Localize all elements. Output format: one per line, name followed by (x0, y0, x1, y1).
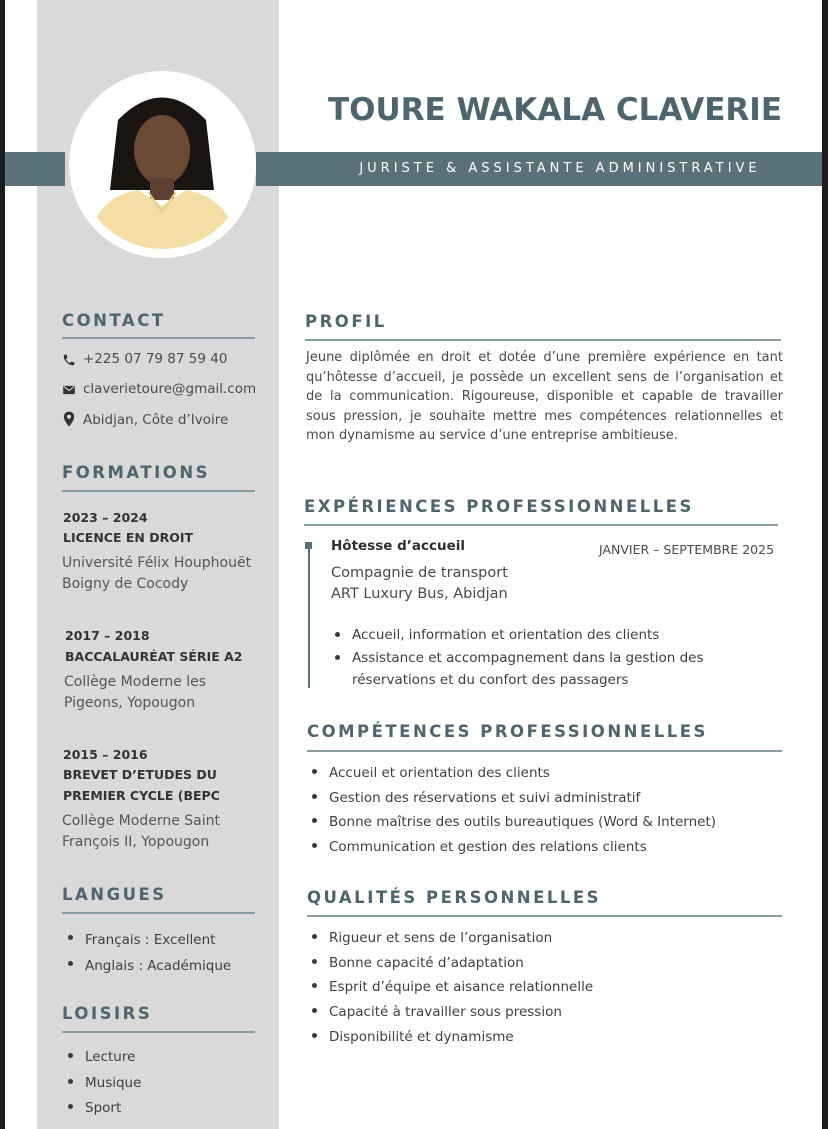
contact-rule (62, 337, 255, 339)
list-item: Communication et gestion des relations clients (307, 835, 716, 860)
qualites-heading: QUALITÉS PERSONNELLES (307, 888, 602, 907)
list-item: Esprit d’équipe et aisance relationnelle (307, 975, 593, 1000)
list-item: Disponibilité et dynamisme (307, 1025, 593, 1050)
page-edge-right (822, 0, 828, 1129)
list-item: Anglais : Académique (63, 953, 231, 979)
list-item: Accueil, information et orientation des clients (330, 624, 704, 647)
formation-years: 2017 – 2018 (65, 628, 150, 643)
formation-years: 2023 – 2024 (63, 510, 148, 525)
contact-phone[interactable]: +225 07 79 87 59 40 (83, 351, 228, 367)
formation-degree: PREMIER CYCLE (BEPC (63, 788, 220, 803)
formation-school: Collège Moderne Saint François II, Yopougon (62, 813, 220, 850)
formation-school: Collège Moderne les Pigeons, Yopougon (64, 674, 207, 711)
list-item: Capacité à travailler sous pression (307, 1000, 593, 1025)
loisirs-heading: LOISIRS (62, 1004, 153, 1023)
timeline-line (308, 548, 310, 688)
experience-role: Hôtesse d’accueil (331, 538, 466, 554)
list-item: Rigueur et sens de l’organisation (307, 926, 593, 951)
qualites-rule (307, 915, 782, 917)
qualites-list (307, 926, 593, 1050)
formation-degree: BACCALAURÉAT SÉRIE A2 (65, 649, 243, 664)
loisirs-list (63, 1045, 141, 1122)
contact-heading: CONTACT (62, 311, 166, 330)
experience-tasks (330, 624, 704, 692)
formations-rule (62, 490, 255, 492)
profile-photo (78, 80, 247, 249)
experience-dates: JANVIER – SEPTEMBRE 2025 (599, 542, 775, 557)
experiences-heading: EXPÉRIENCES PROFESSIONNELLES (304, 497, 694, 516)
list-item: Musique (63, 1071, 141, 1097)
list-item: Lecture (63, 1045, 141, 1071)
experiences-rule (304, 524, 778, 526)
competences-heading: COMPÉTENCES PROFESSIONNELLES (307, 722, 708, 741)
formations-heading: FORMATIONS (62, 463, 211, 482)
contact-email[interactable]: claverietoure@gmail.com (83, 381, 257, 397)
location-pin-icon (62, 411, 76, 425)
list-item: Sport (63, 1096, 141, 1122)
timeline-marker (305, 542, 312, 549)
langues-rule (62, 912, 255, 914)
list-item: Assistance et accompagnement dans la gestion des réservations et du confort des passagers (330, 647, 704, 692)
candidate-title: JURISTE & ASSISTANTE ADMINISTRATIVE (359, 161, 761, 176)
formation-school: Université Félix Houphouët Boigny de Cocody (62, 555, 252, 592)
formation-degree: LICENCE EN DROIT (63, 530, 194, 545)
formation-years: 2015 – 2016 (63, 747, 148, 762)
competences-rule (307, 750, 782, 752)
competences-list (307, 761, 716, 860)
langues-heading: LANGUES (62, 885, 167, 904)
profil-text: Jeune diplômée en droit et dotée d’une première expérience en tant qu’hôtesse d’accueil, je possède un excellent sens de l’organisation et de la communication. Rigoureuse, disponible et capable de travailler sous pression, je souhaite mettre mes compétences relationnelles et mon dynamisme au service d’une entreprise ambitieuse. (306, 350, 783, 444)
list-item: Bonne capacité d’adaptation (307, 951, 593, 976)
envelope-icon (62, 382, 76, 396)
list-item: Gestion des réservations et suivi administratif (307, 786, 716, 811)
experience-company: Compagnie de transport ART Luxury Bus, Abidjan (331, 565, 508, 602)
formation-degree: BREVET D’ETUDES DU (63, 767, 217, 782)
loisirs-rule (62, 1031, 255, 1033)
profil-heading: PROFIL (305, 312, 387, 331)
langues-list (63, 927, 231, 979)
profil-rule (305, 339, 781, 341)
phone-icon (62, 352, 76, 366)
contact-location: Abidjan, Côte d’Ivoire (83, 412, 229, 428)
list-item: Bonne maîtrise des outils bureautiques (Word & Internet) (307, 810, 716, 835)
candidate-name: TOURE WAKALA CLAVERIE (328, 92, 782, 128)
title-band-left (5, 152, 65, 186)
list-item: Français : Excellent (63, 927, 231, 953)
list-item: Accueil et orientation des clients (307, 761, 716, 786)
